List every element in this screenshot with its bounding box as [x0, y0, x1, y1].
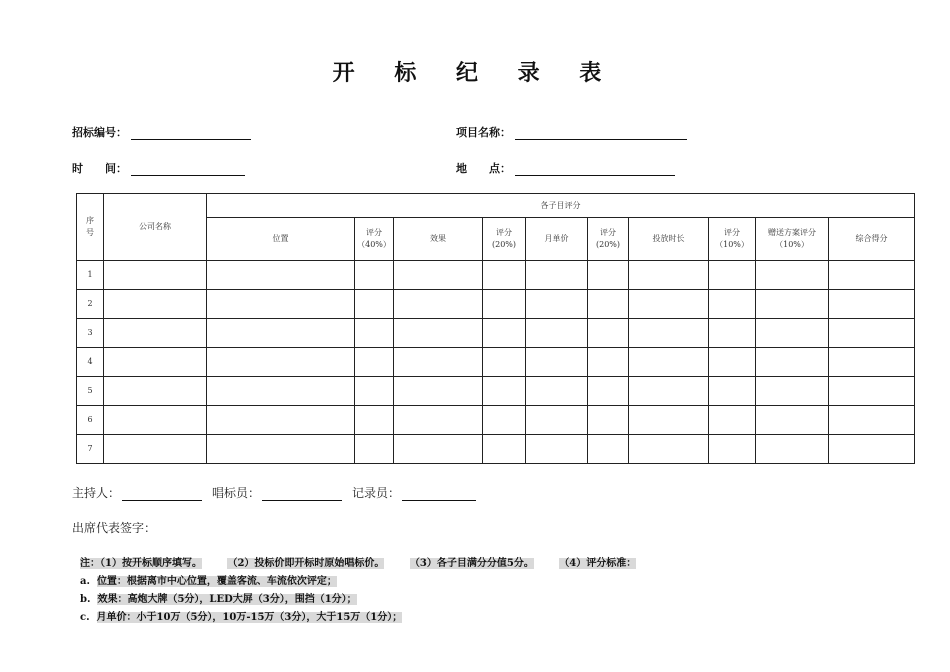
score-cell[interactable]	[355, 435, 394, 464]
row-seq-cell: 7	[77, 435, 104, 464]
project-name-label: 项目名称：	[456, 126, 511, 139]
company-cell[interactable]	[104, 319, 207, 348]
score-cell[interactable]	[756, 348, 829, 377]
score-cell[interactable]	[709, 290, 756, 319]
score-cell[interactable]	[207, 435, 355, 464]
attendees-signature-label: 出席代表签字：	[72, 521, 157, 535]
score-cell[interactable]	[588, 290, 629, 319]
host-blank[interactable]	[122, 486, 202, 501]
company-cell[interactable]	[104, 406, 207, 435]
score-cell[interactable]	[588, 348, 629, 377]
company-cell[interactable]	[104, 435, 207, 464]
score-cell[interactable]	[207, 261, 355, 290]
company-cell[interactable]	[104, 290, 207, 319]
bid-number-label: 招标编号：	[72, 126, 127, 139]
table-row	[77, 377, 915, 406]
score-cell[interactable]	[394, 319, 483, 348]
note-b-marker: b.	[80, 594, 91, 605]
score-cell[interactable]	[588, 261, 629, 290]
col-header: 综合得分	[829, 218, 915, 261]
score-cell[interactable]	[355, 319, 394, 348]
score-cell[interactable]	[829, 290, 915, 319]
score-cell[interactable]	[829, 435, 915, 464]
score-cell[interactable]	[629, 348, 709, 377]
score-cell[interactable]	[829, 406, 915, 435]
score-cell[interactable]	[629, 377, 709, 406]
notes-line-b	[80, 591, 636, 609]
score-cell[interactable]	[629, 435, 709, 464]
table-row	[77, 319, 915, 348]
score-cell[interactable]	[709, 319, 756, 348]
company-cell[interactable]	[104, 348, 207, 377]
score-cell[interactable]	[756, 435, 829, 464]
note-1: 注：（1）按开标顺序填写。	[80, 558, 202, 569]
note-2: （2）投标价即开标时原始唱标价。	[227, 558, 385, 569]
note-4: （4）评分标准：	[559, 558, 637, 569]
time-blank[interactable]	[131, 163, 245, 176]
note-c-text: 月单价：小于10万（5分），10万-15万（3分），大于15万（1分）；	[96, 612, 403, 623]
table-row	[77, 290, 915, 319]
col-header: 评分 (20%)	[483, 218, 526, 261]
score-cell[interactable]	[588, 319, 629, 348]
notes-line-1	[80, 555, 636, 573]
company-cell[interactable]	[104, 261, 207, 290]
bid-record-table	[76, 193, 915, 464]
location-blank[interactable]	[515, 163, 675, 176]
col-header: 评分 （40%）	[355, 218, 394, 261]
score-cell[interactable]	[588, 435, 629, 464]
document-title: 开 标 纪 录 表	[332, 61, 618, 86]
table-body	[77, 261, 915, 464]
score-cell[interactable]	[756, 406, 829, 435]
company-cell[interactable]	[104, 377, 207, 406]
row-seq-cell: 1	[77, 261, 104, 290]
score-cell[interactable]	[709, 435, 756, 464]
score-cell[interactable]	[355, 377, 394, 406]
notes-line-a	[80, 573, 636, 591]
score-cell[interactable]	[829, 377, 915, 406]
score-cell[interactable]	[629, 319, 709, 348]
col-header: 位置	[207, 218, 355, 261]
score-cell[interactable]	[526, 406, 588, 435]
score-cell[interactable]	[355, 290, 394, 319]
score-cell[interactable]	[526, 348, 588, 377]
table-row	[77, 261, 915, 290]
score-cell[interactable]	[394, 406, 483, 435]
table-row	[77, 406, 915, 435]
subitems-header: 各子目评分	[207, 194, 915, 218]
col-header: 投放时长	[629, 218, 709, 261]
score-cell[interactable]	[756, 319, 829, 348]
host-label: 主持人：	[72, 486, 121, 500]
location-label: 地 点：	[456, 162, 511, 175]
notes-line-c	[80, 609, 636, 627]
bid-number-blank[interactable]	[131, 127, 251, 140]
score-cell[interactable]	[355, 406, 394, 435]
announcer-label: 唱标员：	[212, 486, 261, 500]
note-3: （3）各子目满分分值5分。	[409, 558, 534, 569]
col-header: 评分 (20%)	[588, 218, 629, 261]
score-cell[interactable]	[526, 261, 588, 290]
score-cell[interactable]	[629, 261, 709, 290]
score-cell[interactable]	[526, 319, 588, 348]
score-cell[interactable]	[483, 377, 526, 406]
score-cell[interactable]	[394, 348, 483, 377]
score-cell[interactable]	[829, 348, 915, 377]
score-cell[interactable]	[526, 290, 588, 319]
score-cell[interactable]	[588, 377, 629, 406]
score-cell[interactable]	[207, 406, 355, 435]
score-cell[interactable]	[394, 377, 483, 406]
col-header: 月单价	[526, 218, 588, 261]
project-name-field	[456, 124, 687, 140]
col-header: 效果	[394, 218, 483, 261]
score-cell[interactable]	[526, 435, 588, 464]
col-header: 评分 （10%）	[709, 218, 756, 261]
score-cell[interactable]	[756, 377, 829, 406]
score-cell[interactable]	[709, 348, 756, 377]
bid-number-field	[72, 124, 251, 140]
score-cell[interactable]	[483, 319, 526, 348]
score-cell[interactable]	[483, 261, 526, 290]
score-cell[interactable]	[709, 261, 756, 290]
score-cell[interactable]	[483, 348, 526, 377]
row-seq-cell: 2	[77, 290, 104, 319]
company-header: 公司名称	[104, 194, 207, 261]
score-cell[interactable]	[394, 435, 483, 464]
score-cell[interactable]	[355, 348, 394, 377]
signature-line	[72, 484, 486, 501]
score-cell[interactable]	[483, 435, 526, 464]
score-cell[interactable]	[207, 348, 355, 377]
score-cell[interactable]	[483, 406, 526, 435]
time-label: 时 间：	[72, 162, 127, 175]
score-cell[interactable]	[629, 290, 709, 319]
score-cell[interactable]	[709, 377, 756, 406]
score-cell[interactable]	[355, 261, 394, 290]
recorder-label: 记录员：	[352, 486, 401, 500]
col-header: 赠送方案评分 （10%）	[756, 218, 829, 261]
note-a-marker: a.	[80, 576, 90, 587]
table-row	[77, 435, 915, 464]
announcer-blank[interactable]	[262, 486, 342, 501]
note-b-text: 效果：高炮大牌（5分），LED大屏（3分），围挡（1分）；	[97, 594, 357, 605]
score-cell[interactable]	[588, 406, 629, 435]
score-cell[interactable]	[709, 406, 756, 435]
row-seq-cell: 6	[77, 406, 104, 435]
score-cell[interactable]	[483, 290, 526, 319]
score-cell[interactable]	[829, 319, 915, 348]
seq-header: 序 号	[77, 194, 104, 261]
time-field	[72, 160, 245, 176]
score-cell[interactable]	[756, 290, 829, 319]
location-field	[456, 160, 675, 176]
score-cell[interactable]	[394, 290, 483, 319]
note-c-marker: c.	[80, 612, 90, 623]
project-name-blank[interactable]	[515, 127, 687, 140]
row-seq-cell: 3	[77, 319, 104, 348]
score-cell[interactable]	[207, 377, 355, 406]
notes-section	[80, 555, 636, 627]
score-cell[interactable]	[207, 319, 355, 348]
score-cell[interactable]	[829, 261, 915, 290]
table-row	[77, 348, 915, 377]
score-cell[interactable]	[394, 261, 483, 290]
score-cell[interactable]	[629, 406, 709, 435]
recorder-blank[interactable]	[402, 486, 476, 501]
row-seq-cell: 4	[77, 348, 104, 377]
note-a-text: 位置：根据离市中心位置，覆盖客流、车流依次评定；	[96, 576, 337, 587]
score-cell[interactable]	[207, 290, 355, 319]
row-seq-cell: 5	[77, 377, 104, 406]
score-cell[interactable]	[756, 261, 829, 290]
score-cell[interactable]	[526, 377, 588, 406]
